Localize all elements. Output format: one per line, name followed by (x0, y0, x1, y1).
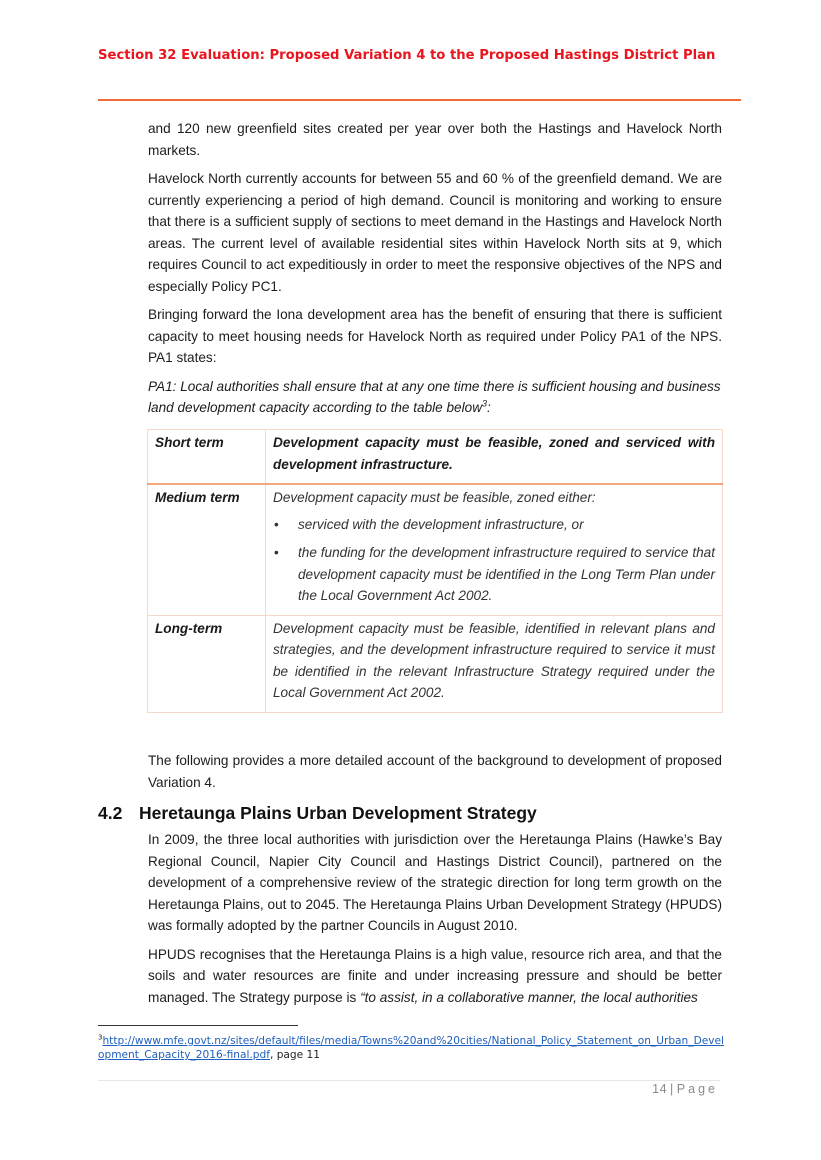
paragraph: and 120 new greenfield sites created per year over both the Hastings and Havelock North markets. (148, 121, 722, 158)
footnote-reference[interactable]: 3 (482, 398, 488, 409)
page-number: 14 | Page (652, 1082, 718, 1096)
table-row (148, 615, 723, 712)
paragraph: HPUDS recognises that the Heretaunga Plains is a high value, resource rich area, and that the soils and water resources are finite and under increasing pressure and should be better managed. The Strategy purpose is “to assist, in a collaborative manner, the local authorities (148, 946, 722, 1005)
list-item: • serviced with the development infrastructure, or (273, 514, 715, 536)
body-top (148, 118, 722, 426)
footnote-divider (98, 1025, 298, 1026)
term-cell: Long-term (148, 615, 266, 712)
paragraph: In 2009, the three local authorities with jurisdiction over the Heretaunga Plains (Hawke’s Bay Regional Council, Napier City Council and Hastings District Council), partnered on the development of a comprehensive review of the strategic direction for long term growth on the Heretaunga Plains, out to 2045. The Heretaunga Plains Urban Development Strategy (HPUDS) was formally adopted by the partner Councils in August 2010. (148, 832, 722, 933)
footnote: $^3$http://www.mfe.govt.nz/sites/default/files/media/Towns%20and%20cities/National_Policy_Statement_on_Urban_Development_Capacity_2016-final.pdf, page 11 (98, 1033, 724, 1061)
description-cell: Development capacity must be feasible, identified in relevant plans and strategies, and the development infrastructure required to service it must be identified in the relevant Infrastructure Strategy required under the Local Government Act 2002. (266, 615, 723, 712)
header-divider (98, 99, 741, 101)
bullet-icon: • (274, 516, 279, 532)
strategy-purpose-quote: “to assist, in a collaborative manner, the local authorities (360, 989, 698, 1005)
body-section (148, 829, 722, 1015)
body-after-table (148, 750, 722, 800)
list-item: • the funding for the development infrastructure required to service that development capacity must be identified in the Long Term Plan under the Local Government Act 2002. (273, 542, 715, 607)
document-header-title: Section 32 Evaluation: Proposed Variation 4 to the Proposed Hastings District Plan (98, 48, 716, 63)
policy-quote: PA1: Local authorities shall ensure that at any one time there is sufficient housing and business land development capacity according to the table below$^3$: (148, 378, 721, 415)
bullet-list (273, 514, 715, 607)
section-heading (98, 803, 537, 824)
description-text: Development capacity must be feasible, zoned either: (273, 490, 596, 505)
term-cell: Short term (148, 430, 266, 485)
paragraph: Havelock North currently accounts for between 55 and 60 % of the greenfield demand. We are currently experiencing a period of high demand. Council is monitoring and working to ensure that there is a sufficient supply of sections to meet demand in the Hastings and Havelock North areas. The current level of available residential sites within Havelock North sits at 9, which requires Council to act expeditiously in order to meet the responsive objectives of the NPS and especially Policy PC1. (148, 171, 722, 294)
term-cell: Medium term (148, 484, 266, 615)
footnote-number: 3 (98, 1033, 103, 1042)
capacity-table (147, 429, 723, 713)
description-cell (266, 484, 723, 615)
paragraph: Bringing forward the Iona development area has the benefit of ensuring that there is sufficient capacity to meet housing needs for Havelock North as required under Policy PA1 of the NPS. PA1 states: (148, 307, 722, 365)
footnote-link[interactable]: http://www.mfe.govt.nz/sites/default/files/media/Towns%20and%20cities/National_Policy_Statement_on_Urban_Development_Capacity_2016-final.pdf (98, 1035, 724, 1061)
section-number: 4.2 (98, 803, 123, 823)
section-title: Heretaunga Plains Urban Development Strategy (139, 803, 537, 823)
footer-divider (98, 1080, 720, 1081)
table-row (148, 484, 723, 615)
policy-quote-text: PA1: Local authorities shall ensure that at any one time there is sufficient housing and business land development capacity according to the table below (148, 378, 721, 415)
table-row (148, 430, 723, 485)
paragraph: The following provides a more detailed account of the background to development of proposed Variation 4. (148, 753, 722, 790)
description-cell: Development capacity must be feasible, zoned and serviced with development infrastructure. (266, 430, 723, 485)
bullet-icon: • (274, 545, 279, 560)
